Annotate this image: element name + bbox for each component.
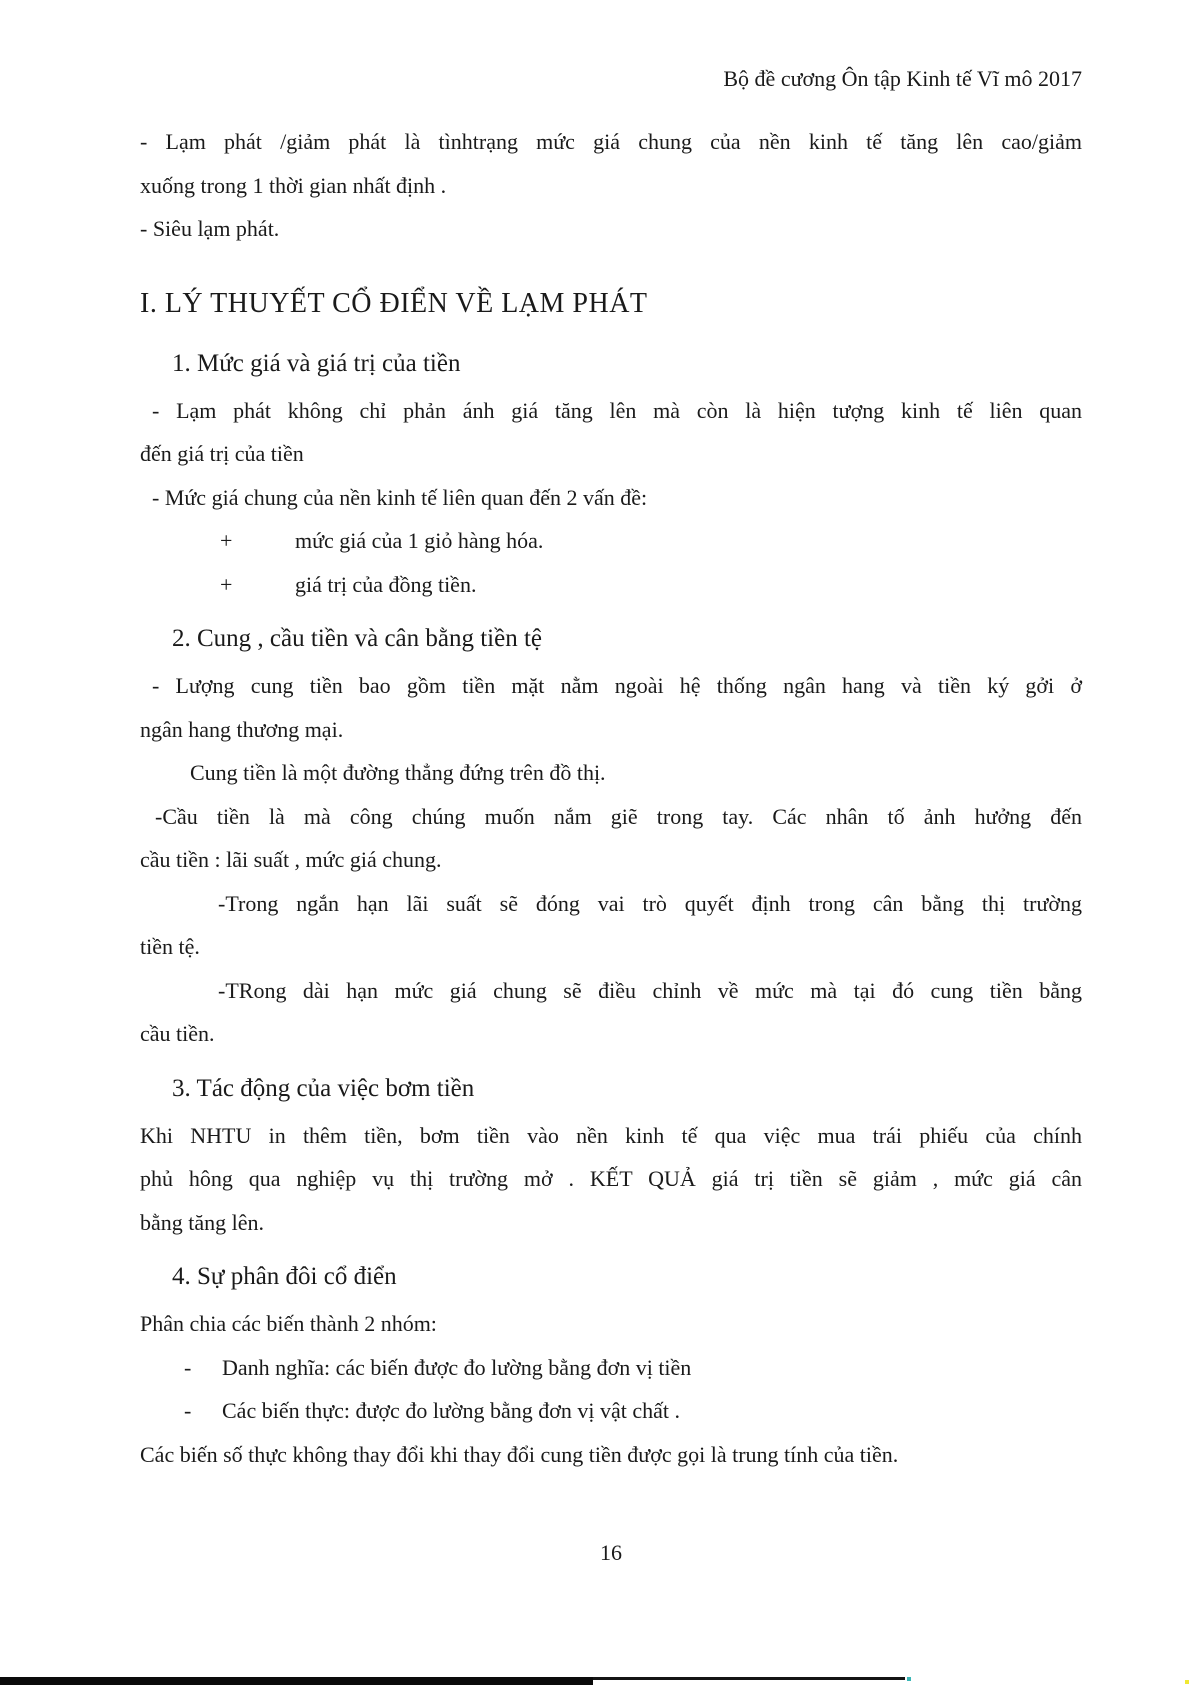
text-line: - Mức giá chung của nền kinh tế liên quan đến 2 vấn đề: (152, 484, 648, 510)
footer-dot-yellow (1185, 1680, 1189, 1684)
text-line: Cung tiền là một đường thẳng đứng trên đồ thị. (190, 760, 606, 785)
list-marker: - (184, 1398, 192, 1423)
page-header: Bộ đề cương Ôn tập Kinh tế Vĩ mô 2017 (723, 66, 1082, 91)
text-line: - Lạm phát không chỉ phản ánh giá tăng lên mà còn là hiện tượng kinh tế liên quan (152, 397, 1082, 423)
list-marker: - (184, 1354, 192, 1380)
text-line: cầu tiền. (140, 1021, 215, 1046)
text-line: - Lạm phát /giảm phát là tìnhtrạng mức giá chung của nền kinh tế tăng lên cao/giảm (140, 129, 1082, 154)
list-marker: + (220, 571, 233, 597)
list-marker: + (220, 528, 233, 553)
text-line: phủ hông qua nghiệp vụ thị trường mở . KẾT QUẢ giá trị tiền sẽ giảm , mức giá cân (140, 1166, 1082, 1191)
text-line: bằng tăng lên. (140, 1209, 265, 1235)
text-line: -TRong dài hạn mức giá chung sẽ điều chỉnh về mức mà tại đó cung tiền bằng (218, 977, 1082, 1003)
list-item-dash (140, 1346, 1082, 1390)
document-body (140, 0, 1082, 1568)
text-line: Các biến số thực không thay đổi khi thay đổi cung tiền được gọi là trung tính của tiền. (140, 1441, 899, 1467)
text-line: - Siêu lạm phát. (140, 216, 280, 241)
footer-bar-thin (593, 1677, 905, 1680)
text-line: cầu tiền : lãi suất , mức giá chung. (140, 847, 442, 872)
list-item-plus (140, 563, 1082, 607)
list-item-text: mức giá của 1 giỏ hàng hóa. (295, 528, 544, 553)
text-line: xuống trong 1 thời gian nhất định . (140, 172, 447, 198)
text-line: đến giá trị của tiền (140, 441, 304, 466)
text-line: - Lượng cung tiền bao gồm tiền mặt nằm ngoài hệ thống ngân hang và tiền ký gởi ở (152, 673, 1082, 698)
text-line: tiền tệ. (140, 934, 200, 959)
text-line: ngân hang thương mại. (140, 716, 344, 742)
text-line: Khi NHTU in thêm tiền, bơm tiền vào nền kinh tế qua việc mua trái phiếu của chính (140, 1122, 1082, 1148)
list-item-text: Danh nghĩa: các biến được đo lường bằng đơn vị tiền (222, 1354, 692, 1380)
text-line: Phân chia các biến thành 2 nhóm: (140, 1311, 437, 1336)
list-item-plus (140, 519, 1082, 563)
text-line: -Cầu tiền là mà công chúng muốn nắm giẽ trong tay. Các nhân tố ảnh hưởng đến (155, 803, 1082, 829)
footer-bar-thick (0, 1677, 593, 1685)
footer-dot-cyan (907, 1677, 911, 1681)
subsection-heading-3: 3. Tác động của việc bơm tiền (172, 1074, 475, 1102)
list-item-text: giá trị của đồng tiền. (295, 571, 477, 597)
text-line: -Trong ngắn hạn lãi suất sẽ đóng vai trò quyết định trong cân bằng thị trường (218, 890, 1082, 916)
list-item-dash (140, 1389, 1082, 1433)
page-number: 16 (600, 1540, 622, 1565)
subsection-heading-4: 4. Sự phân đôi cổ điển (172, 1263, 397, 1290)
subsection-heading-1: 1. Mức giá và giá trị của tiền (172, 349, 461, 377)
subsection-heading-2: 2. Cung , cầu tiền và cân bằng tiền tệ (172, 625, 543, 652)
section-heading-1: I. LÝ THUYẾT CỔ ĐIỂN VỀ LẠM PHÁT (140, 287, 648, 319)
list-item-text: Các biến thực: được đo lường bằng đơn vị vật chất . (222, 1398, 681, 1423)
